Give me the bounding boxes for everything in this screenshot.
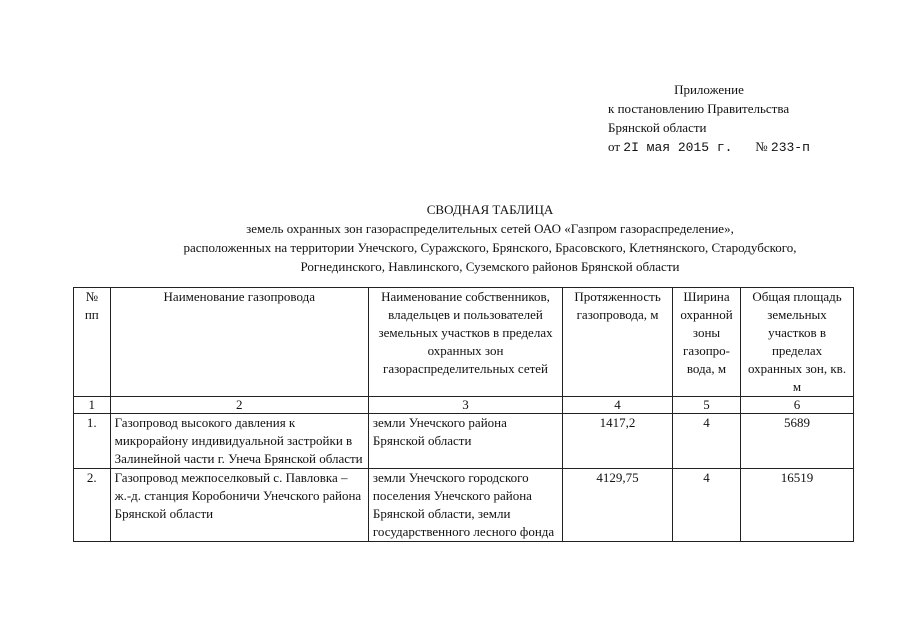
column-number: 3: [368, 397, 562, 414]
length-cell: 1417,2: [563, 414, 673, 469]
owners-cell: земли Унечского района Брянской области: [368, 414, 562, 469]
column-number: 1: [74, 397, 111, 414]
table-row: [74, 414, 854, 469]
column-number-row: [74, 397, 854, 414]
title-line-3: Рогнединского, Навлинского, Суземского районов Брянской области: [300, 259, 680, 274]
date-prefix: от: [608, 139, 621, 154]
area-cell: 16519: [741, 469, 854, 542]
title-line-1: земель охранных зон газораспределительных сетей ОАО «Газпром газораспределение»,: [246, 221, 734, 236]
column-number: 2: [110, 397, 368, 414]
table-header-row: [74, 288, 854, 397]
header-total-area: Общая площадь земельных участков в пределах охранных зон, кв. м: [741, 288, 854, 397]
length-cell: 4129,75: [563, 469, 673, 542]
width-cell: 4: [672, 414, 740, 469]
header-length: Протяженность газопровода, м: [563, 288, 673, 397]
area-cell: 5689: [741, 414, 854, 469]
column-number: 6: [741, 397, 854, 414]
header-pipeline-name: Наименование газопровода: [110, 288, 368, 397]
header-zone-width: Ширина охранной зоны газопро-вода, м: [672, 288, 740, 397]
decree-number: 233-п: [770, 140, 810, 155]
appendix-block: [608, 80, 810, 157]
pipeline-name: Газопровод высокого давления к микрорайону индивидуальной застройки в Залинейной части г. Унеча Брянской области: [110, 414, 368, 469]
row-number: 2.: [74, 469, 111, 542]
header-owners: Наименование собственников, владельцев и пользователей земельных участков в пределах охранных зон газораспределительных сетей: [368, 288, 562, 397]
summary-table: [73, 287, 854, 542]
owners-cell: земли Унечского городского поселения Унечского района Брянской области, земли государственного лесного фонда: [368, 469, 562, 542]
document-title: [60, 200, 905, 276]
appendix-line-1: Приложение: [674, 82, 744, 97]
appendix-line-2: к постановлению Правительства: [608, 101, 790, 116]
header-number: № пп: [74, 288, 111, 397]
table-row: [74, 469, 854, 542]
appendix-line-3: Брянской области: [608, 120, 707, 135]
title-line-2: расположенных на территории Унечского, Суражского, Брянского, Брасовского, Клетнянского, Стародубского,: [183, 240, 797, 255]
column-number: 4: [563, 397, 673, 414]
title-heading: СВОДНАЯ ТАБЛИЦА: [426, 202, 554, 217]
column-number: 5: [672, 397, 740, 414]
appendix-date-line: [608, 137, 810, 157]
width-cell: 4: [672, 469, 740, 542]
number-prefix: №: [755, 139, 768, 154]
pipeline-name: Газопровод межпоселковый с. Павловка – ж.-д. станция Коробоничи Унечского района Брянской области: [110, 469, 368, 542]
decree-date: 2I мая 2015 г.: [623, 140, 733, 155]
row-number: 1.: [74, 414, 111, 469]
